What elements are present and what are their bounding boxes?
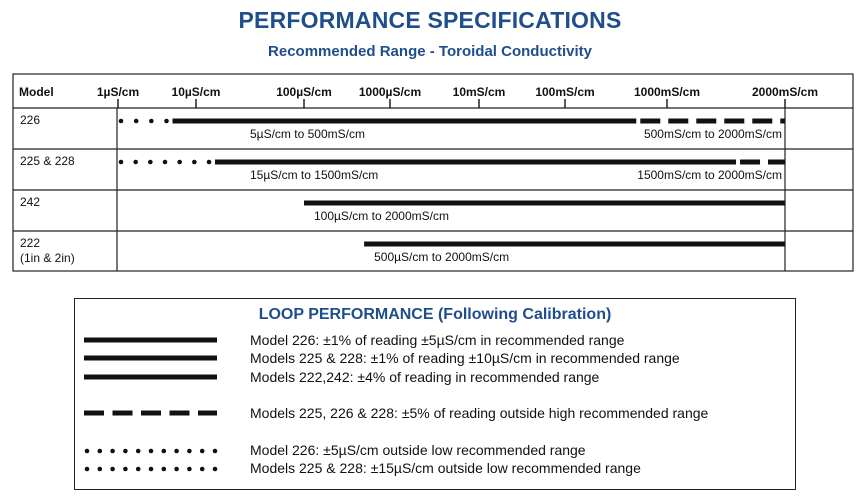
page-title: PERFORMANCE SPECIFICATIONS (238, 7, 622, 33)
legend-title: LOOP PERFORMANCE (Following Calibration) (258, 306, 612, 323)
low-range-dot (149, 119, 154, 124)
recommended-range-label: 5µS/cm to 500mS/cm (250, 127, 365, 141)
row-model-label: 226 (20, 113, 41, 127)
low-range-dot (164, 119, 169, 124)
scale-tick-label: 10mS/cm (452, 85, 506, 99)
recommended-range-label: 15µS/cm to 1500mS/cm (250, 168, 379, 182)
scale-tick-label: 1000µS/cm (358, 85, 422, 99)
legend-item-models-225-228: Models 225 & 228: ±1% of reading ±10µS/cm in recommended range (250, 350, 680, 366)
scale-tick-label: 10µS/cm (171, 85, 221, 99)
low-range-dot (119, 119, 124, 124)
page-subtitle: Recommended Range - Toroidal Conductivity (268, 43, 592, 60)
scale-tick-label: 100µS/cm (276, 85, 332, 99)
recommended-range-label: 100µS/cm to 2000mS/cm (314, 209, 449, 223)
low-range-dot (148, 160, 153, 165)
low-range-dot (207, 160, 212, 165)
legend-item-low-range-226: Model 226: ±5µS/cm outside low recommended range (250, 442, 586, 458)
scale-tick-label: 100mS/cm (535, 85, 595, 99)
recommended-range-label: 500µS/cm to 2000mS/cm (374, 250, 510, 264)
low-range-dot (177, 160, 182, 165)
low-range-dot (119, 160, 124, 165)
legend-item-low-range-225-228: Models 225 & 228: ±15µS/cm outside low recommended range (250, 460, 641, 476)
row-model-label: 225 & 228 (20, 154, 75, 168)
row-model-label: (1in & 2in) (20, 251, 75, 265)
row-model-label: 242 (20, 195, 41, 209)
legend-item-models-222-242: Models 222,242: ±4% of reading in recommended range (250, 369, 600, 385)
low-range-dot (133, 160, 138, 165)
high-range-label: 1500mS/cm to 2000mS/cm (637, 168, 782, 182)
model-header: Model (19, 85, 54, 99)
legend-item-model-226: Model 226: ±1% of reading ±5µS/cm in recommended range (250, 332, 625, 348)
low-range-dot (192, 160, 197, 165)
scale-tick-label: 1000mS/cm (633, 85, 701, 99)
high-range-label: 500mS/cm to 2000mS/cm (643, 127, 782, 141)
low-range-dot (163, 160, 168, 165)
legend-item-high-range: Models 225, 226 & 228: ±5% of reading outside high recommended range (250, 405, 709, 421)
row-model-label: 222 (20, 236, 41, 250)
scale-tick-label: 2000mS/cm (751, 85, 819, 99)
low-range-dot (134, 119, 139, 124)
scale-tick-label: 1µS/cm (96, 85, 140, 99)
